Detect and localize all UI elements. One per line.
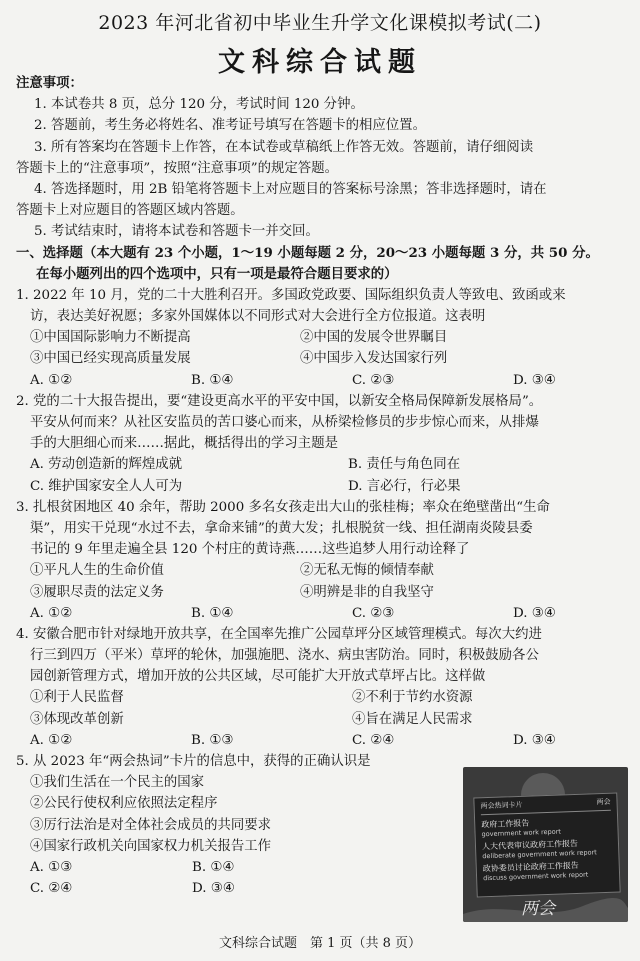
exam-title: 2023 年河北省初中毕业生升学文化课模拟考试(二) (98, 12, 542, 34)
answer-choice: B. ①③ (191, 732, 234, 748)
answer-choice: A. ①② (30, 372, 73, 388)
option-item: A. 劳动创造新的辉煌成就 (30, 457, 183, 473)
option-item: ④中国步入发达国家行列 (300, 351, 448, 367)
notice-line: 答题卡上对应题目的答题区域内答题。 (16, 203, 244, 219)
answer-choice: B. ①④ (191, 372, 234, 388)
option-row (16, 454, 630, 475)
card-item-en: discuss government work report (482, 870, 589, 883)
notice-heading: 注意事项： (16, 75, 83, 91)
answer-choice: D. ③④ (513, 605, 556, 621)
page-footer: 文科综合试题 第 1 页（共 8 页） (218, 936, 422, 951)
notice-line: 1. 本试卷共 8 页，总分 120 分，考试时间 120 分钟。 (34, 97, 364, 113)
section-instruction: 在每小题列出的四个选项中，只有一项是最符合题目要求的） (36, 265, 398, 282)
notice-line: 3. 所有答案均在答题卡上作答，在本试卷或草稿纸上作答无效。答题前，请仔细阅读 (34, 139, 534, 155)
option-item: ③厉行法治是对全体社会成员的共同要求 (30, 817, 272, 833)
answer-choice: A. ①② (30, 732, 73, 748)
option-item: ③履职尽责的法定义务 (30, 584, 164, 600)
notice-line: 答题卡上的“注意事项”，按照“注意事项”的规定答题。 (16, 160, 338, 176)
option-row (16, 709, 630, 730)
hot-words-card-photo (463, 767, 628, 922)
card-header-left: 两会热词卡片 (480, 800, 523, 811)
hot-words-card (473, 793, 620, 898)
question-stem: 行三到四万（平米）草坪的轮休，加强施肥、浇水、病虫害防治。同时，积极鼓励各公 (30, 648, 539, 664)
answer-choice: A. ①② (30, 605, 73, 621)
option-item: ③中国已经实现高质量发展 (30, 351, 191, 367)
option-item: ②无私无悔的倾情奉献 (300, 563, 434, 579)
answer-row (16, 730, 630, 751)
option-item: B. 责任与角色同在 (348, 457, 461, 473)
card-logo: 两会 (521, 899, 555, 919)
option-row (16, 560, 630, 581)
question-stem: 访，表达美好祝愿；多家外国媒体以不同形式对大会进行全方位报道。这表明 (30, 309, 486, 325)
option-item: ④明辨是非的自我坚守 (300, 584, 434, 600)
notice-line: 5. 考试结束时，请将本试卷和答题卡一并交回。 (34, 224, 319, 240)
option-row (16, 582, 630, 603)
exam-subtitle: 文科综合试题 (218, 47, 422, 78)
option-row (16, 476, 630, 497)
option-item: ①中国国际影响力不断提高 (30, 330, 191, 346)
card-item-zh: 人大代表审议政府工作报告 (481, 838, 579, 852)
option-item: ②不利于节约水资源 (352, 690, 473, 706)
option-row (16, 687, 630, 708)
question-stem: 园创新管理方式，增加开放的公共区域，尽可能扩大开放式草坪占比。这样做 (30, 669, 486, 685)
answer-choice: C. ②③ (352, 605, 395, 621)
answer-choice: B. ①④ (192, 859, 235, 875)
option-item: ②中国的发展令世界瞩目 (300, 330, 448, 346)
option-item: C. 维护国家安全人人可为 (30, 478, 183, 494)
card-item-zh: 政协委员讨论政府工作报告 (482, 860, 579, 874)
question-stem: 渠”，用实干兑现“水过不去，拿命来铺”的黄大发；扎根脱贫一线、担任湖南炎陵县委 (30, 520, 533, 536)
question-stem: 1. 2022 年 10 月，党的二十大胜利召开。多国政党政要、国际组织负责人等致电、致函或来 (16, 287, 566, 303)
question-stem: 5. 从 2023 年“两会热词”卡片的信息中，获得的正确认识是 (16, 754, 371, 769)
question-stem: 2. 党的二十大报告提出，要“建设更高水平的平安中国，以新安全格局保障新发展格局”。 (16, 393, 543, 409)
option-item: ②公民行使权利应依照法定程序 (30, 796, 218, 812)
answer-choice: C. ②③ (352, 372, 395, 388)
option-item: ④国家行政机关向国家权力机关报告工作 (30, 838, 272, 854)
option-item: D. 言必行，行必果 (348, 478, 461, 494)
notice-line: 2. 答题前，考生务必将姓名、准考证号填写在答题卡的相应位置。 (34, 118, 426, 134)
card-header-right: 两会 (596, 797, 611, 807)
section-heading: 一、选择题（本大题有 23 个小题，1～19 小题每题 2 分，20～23 小题每题 3 分，共 50 分。 (16, 244, 599, 261)
option-item: ①平凡人生的生命价值 (30, 563, 164, 579)
answer-choice: D. ③④ (513, 372, 556, 388)
answer-row (16, 603, 630, 624)
option-row (16, 348, 630, 369)
question-stem: 手的大胆细心而来……据此，概括得出的学习主题是 (30, 436, 338, 452)
option-item: ①利于人民监督 (30, 690, 124, 706)
answer-row (16, 878, 460, 899)
answer-choice: B. ①④ (191, 605, 234, 621)
answer-row (16, 370, 630, 391)
answer-choice: D. ③④ (513, 732, 556, 748)
answer-choice: A. ①③ (30, 859, 73, 875)
option-row (16, 327, 630, 348)
option-item: ①我们生活在一个民主的国家 (30, 775, 205, 791)
question-stem: 平安从何而来？从社区安监员的苦口婆心而来，从桥梁检修员的步步惊心而来，从排爆 (30, 415, 539, 430)
notice-line: 4. 答选择题时，用 2B 铅笔将答题卡上对应题目的答案标号涂黑；答非选择题时，请在 (34, 181, 547, 197)
answer-row (16, 857, 460, 878)
option-item: ④旨在满足人民需求 (352, 711, 473, 727)
card-header (474, 794, 616, 812)
question-stem: 3. 扎根贫困地区 40 余年，帮助 2000 多名女孩走出大山的张桂梅；率众在绝壁凿出“生命 (16, 499, 550, 515)
card-item-en: deliberate government work report (482, 848, 597, 861)
card-item-en: government work report (481, 827, 562, 839)
question-stem: 书记的 9 年里走遍全县 120 个村庄的黄诗燕……这些追梦人用行动诠释了 (30, 542, 470, 558)
answer-choice: D. ③④ (192, 881, 235, 897)
option-item: ③体现改革创新 (30, 711, 124, 727)
card-item-zh: 政府工作报告 (481, 818, 530, 830)
answer-choice: C. ②④ (30, 881, 73, 897)
question-stem: 4. 安徽合肥市针对绿地开放共享，在全国率先推广公园草坪分区域管理模式。每次大约进 (16, 626, 542, 642)
answer-choice: C. ②④ (352, 732, 395, 748)
